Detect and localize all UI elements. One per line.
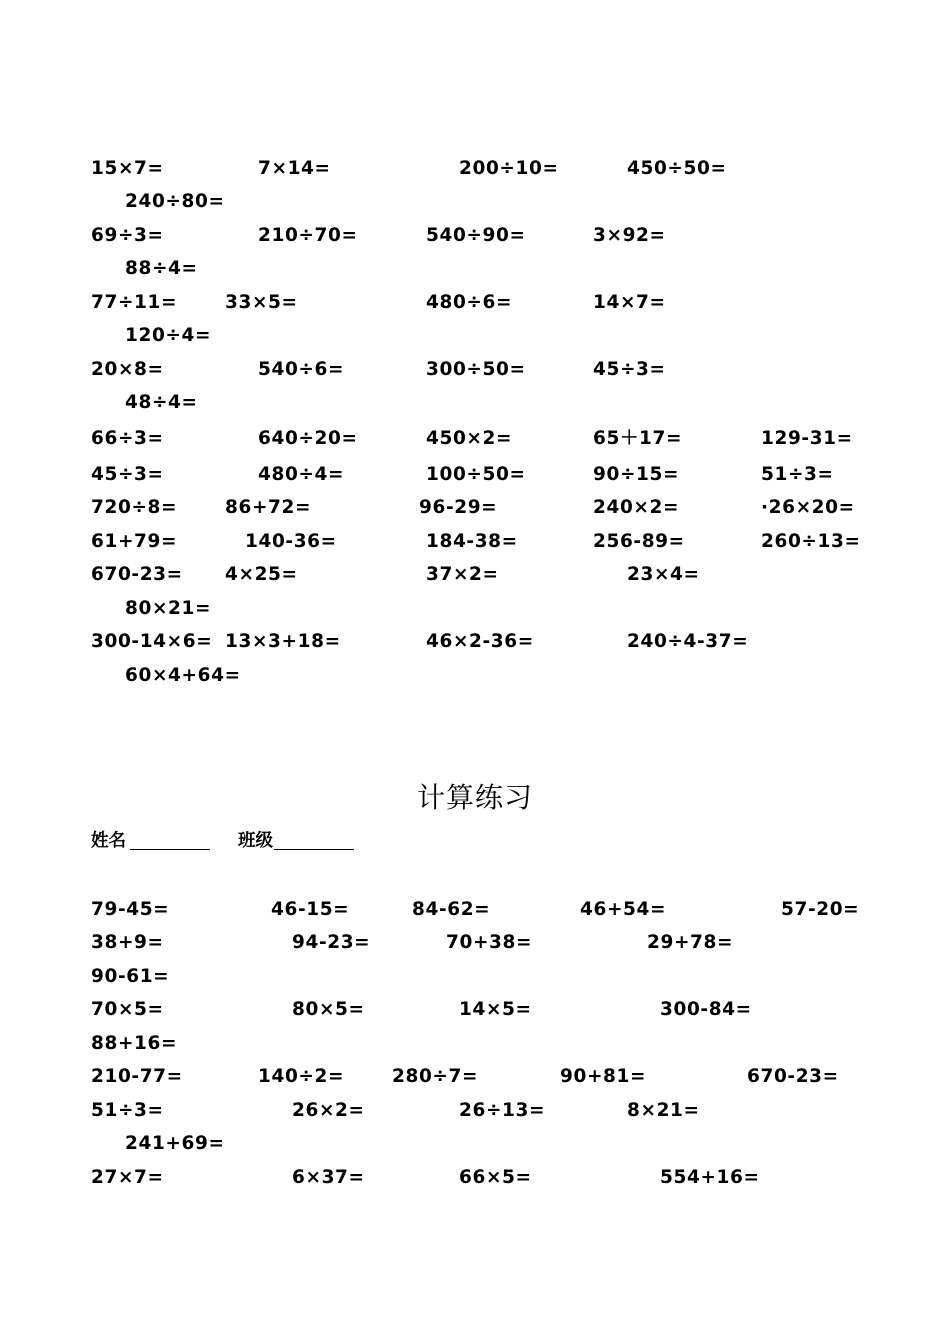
- math-problem: 540÷6=: [258, 359, 345, 380]
- math-problem: 240×2=: [593, 497, 680, 518]
- problem-row: [0, 1060, 950, 1094]
- math-problem: 140-36=: [245, 531, 337, 552]
- math-problem: 670-23=: [747, 1066, 839, 1087]
- math-problem: 554+16=: [660, 1167, 760, 1188]
- math-problem: 94-23=: [292, 932, 371, 953]
- math-problem: 540÷90=: [426, 225, 526, 246]
- problem-row: [0, 558, 950, 592]
- math-problem: 240÷4-37=: [627, 631, 749, 652]
- math-problem: 240÷80=: [125, 191, 225, 212]
- math-problem: 480÷4=: [258, 464, 345, 485]
- problem-row: [0, 219, 950, 253]
- problem-row: [0, 422, 950, 456]
- math-problem: 14×5=: [459, 999, 532, 1020]
- math-problem: 129-31=: [761, 428, 853, 449]
- problem-row: [0, 993, 950, 1027]
- math-problem: 450÷50=: [627, 158, 727, 179]
- problem-row: [0, 1094, 950, 1128]
- math-problem: 79-45=: [91, 899, 170, 920]
- math-problem: 450×2=: [426, 428, 513, 449]
- math-problem: 65＋17=: [593, 428, 683, 449]
- math-problem: 210-77=: [91, 1066, 183, 1087]
- problem-row: [0, 1127, 950, 1161]
- math-problem: 670-23=: [91, 564, 183, 585]
- problem-row: [0, 319, 950, 353]
- math-problem: 45÷3=: [593, 359, 666, 380]
- math-problem: 260÷13=: [761, 531, 861, 552]
- math-problem: 300÷50=: [426, 359, 526, 380]
- math-problem: 300-84=: [660, 999, 752, 1020]
- problem-row: [0, 491, 950, 525]
- problem-row: [0, 592, 950, 626]
- math-problem: 88+16=: [91, 1033, 178, 1054]
- math-problem: 61+79=: [91, 531, 178, 552]
- math-problem: 38+9=: [91, 932, 164, 953]
- class-field: [238, 826, 354, 856]
- problem-row: [0, 926, 950, 960]
- math-problem: 46-15=: [271, 899, 350, 920]
- math-problem: 45÷3=: [91, 464, 164, 485]
- problem-row: [0, 893, 950, 927]
- math-problem: 640÷20=: [258, 428, 358, 449]
- math-problem: 3×92=: [593, 225, 666, 246]
- problem-row: [0, 185, 950, 219]
- math-problem: 13×3+18=: [225, 631, 341, 652]
- worksheet-title: 计算练习: [416, 781, 533, 814]
- math-problem: 210÷70=: [258, 225, 358, 246]
- math-problem: 51÷3=: [91, 1100, 164, 1121]
- math-problem: 20×8=: [91, 359, 164, 380]
- math-problem: 29+78=: [647, 932, 734, 953]
- math-problem: 46+54=: [580, 899, 667, 920]
- math-problem: 26×2=: [292, 1100, 365, 1121]
- math-problem: 66÷3=: [91, 428, 164, 449]
- math-problem: ·26×20=: [761, 497, 855, 518]
- student-name-field: [91, 826, 210, 856]
- class-blank-line: [274, 831, 354, 850]
- class-label: 班级: [238, 831, 273, 851]
- math-problem: 300-14×6=: [91, 631, 213, 652]
- math-problem: 100÷50=: [426, 464, 526, 485]
- math-problem: 280÷7=: [392, 1066, 479, 1087]
- math-problem: 46×2-36=: [426, 631, 534, 652]
- math-problem: 86+72=: [225, 497, 312, 518]
- math-problem: 84-62=: [412, 899, 491, 920]
- math-problem: 15×7=: [91, 158, 164, 179]
- math-problem: 120÷4=: [125, 325, 212, 346]
- math-problem: 241+69=: [125, 1133, 225, 1154]
- name-blank-line: [130, 831, 210, 850]
- math-problem: 37×2=: [426, 564, 499, 585]
- math-problem: 90+81=: [560, 1066, 647, 1087]
- math-problem: 480÷6=: [426, 292, 513, 313]
- math-problem: 33×5=: [225, 292, 298, 313]
- math-problem: 720÷8=: [91, 497, 178, 518]
- math-problem: 57-20=: [781, 899, 860, 920]
- problem-row: [0, 458, 950, 492]
- math-problem: 4×25=: [225, 564, 298, 585]
- math-problem: 48÷4=: [125, 392, 198, 413]
- problem-row: [0, 252, 950, 286]
- math-problem: 27×7=: [91, 1167, 164, 1188]
- math-problem: 60×4+64=: [125, 665, 241, 686]
- math-problem: 184-38=: [426, 531, 518, 552]
- math-problem: 80×5=: [292, 999, 365, 1020]
- math-problem: 200÷10=: [459, 158, 559, 179]
- math-problem: 66×5=: [459, 1167, 532, 1188]
- problem-row: [0, 1027, 950, 1061]
- math-problem: 80×21=: [125, 598, 212, 619]
- problem-row: [0, 152, 950, 186]
- name-label: 姓名: [91, 831, 126, 851]
- problem-row: [0, 353, 950, 387]
- math-problem: 51÷3=: [761, 464, 834, 485]
- math-problem: 90-61=: [91, 966, 170, 987]
- math-problem: 70×5=: [91, 999, 164, 1020]
- math-problem: 7×14=: [258, 158, 331, 179]
- math-problem: 23×4=: [627, 564, 700, 585]
- problem-row: [0, 525, 950, 559]
- math-problem: 77÷11=: [91, 292, 178, 313]
- math-problem: 88÷4=: [125, 258, 198, 279]
- math-problem: 96-29=: [419, 497, 498, 518]
- math-problem: 90÷15=: [593, 464, 680, 485]
- math-problem: 6×37=: [292, 1167, 365, 1188]
- problem-row: [0, 960, 950, 994]
- math-problem: 26÷13=: [459, 1100, 546, 1121]
- math-problem: 14×7=: [593, 292, 666, 313]
- math-problem: 256-89=: [593, 531, 685, 552]
- math-problem: 8×21=: [627, 1100, 700, 1121]
- math-problem: 69÷3=: [91, 225, 164, 246]
- problem-row: [0, 659, 950, 693]
- problem-row: [0, 286, 950, 320]
- problem-row: [0, 1161, 950, 1195]
- math-problem: 140÷2=: [258, 1066, 345, 1087]
- math-problem: 70+38=: [446, 932, 533, 953]
- problem-row: [0, 386, 950, 420]
- problem-row: [0, 625, 950, 659]
